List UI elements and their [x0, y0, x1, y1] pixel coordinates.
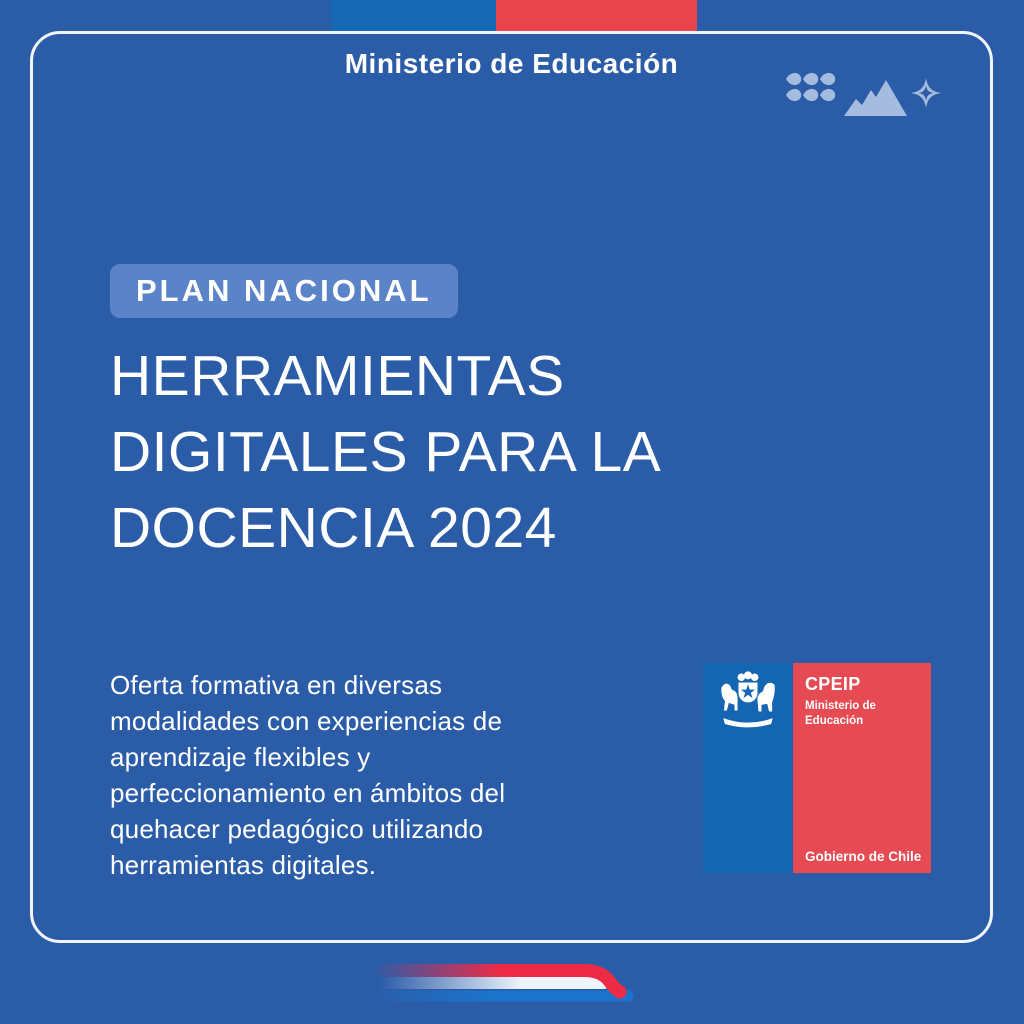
main-title [110, 338, 661, 566]
description-line: aprendizaje flexibles y [110, 742, 371, 772]
mountains-icon [844, 80, 907, 116]
plan-nacional-badge: PLAN NACIONAL [110, 264, 458, 318]
gobierno-de-chile-label: Gobierno de Chile [805, 849, 922, 864]
top-accent-red-bar [496, 0, 697, 31]
main-title-line-3: DOCENCIA 2024 [110, 496, 557, 560]
top-accent-blue-bar [331, 0, 496, 31]
description-paragraph [110, 667, 505, 883]
main-title-line-1: HERRAMIENTAS [110, 344, 565, 408]
content-card [30, 31, 993, 943]
brand-mark-icon [786, 72, 944, 124]
cpeip-ministry-label: Ministerio de Educación [805, 700, 876, 727]
cpeip-logo-red-panel [793, 663, 931, 873]
leaves-grid-icon [786, 73, 835, 101]
description-line: perfeccionamiento en ámbitos del [110, 778, 506, 808]
description-line: herramientas digitales. [110, 850, 377, 880]
main-title-line-2: DIGITALES PARA LA [110, 420, 662, 484]
ministry-header-title: Ministerio de Educación [344, 48, 679, 79]
chile-coat-of-arms-icon [710, 670, 786, 732]
cpeip-government-logo [703, 663, 931, 873]
description-line: quehacer pedagógico utilizando [110, 814, 484, 844]
description-line: modalidades con experiencias de [110, 706, 503, 736]
cpeip-logo-blue-panel [703, 663, 793, 873]
bottom-swoosh-decoration [352, 956, 658, 1010]
sparkle-star-icon [911, 78, 941, 108]
description-line: Oferta formativa en diversas [110, 670, 443, 700]
cpeip-acronym: CPEIP [805, 674, 861, 694]
